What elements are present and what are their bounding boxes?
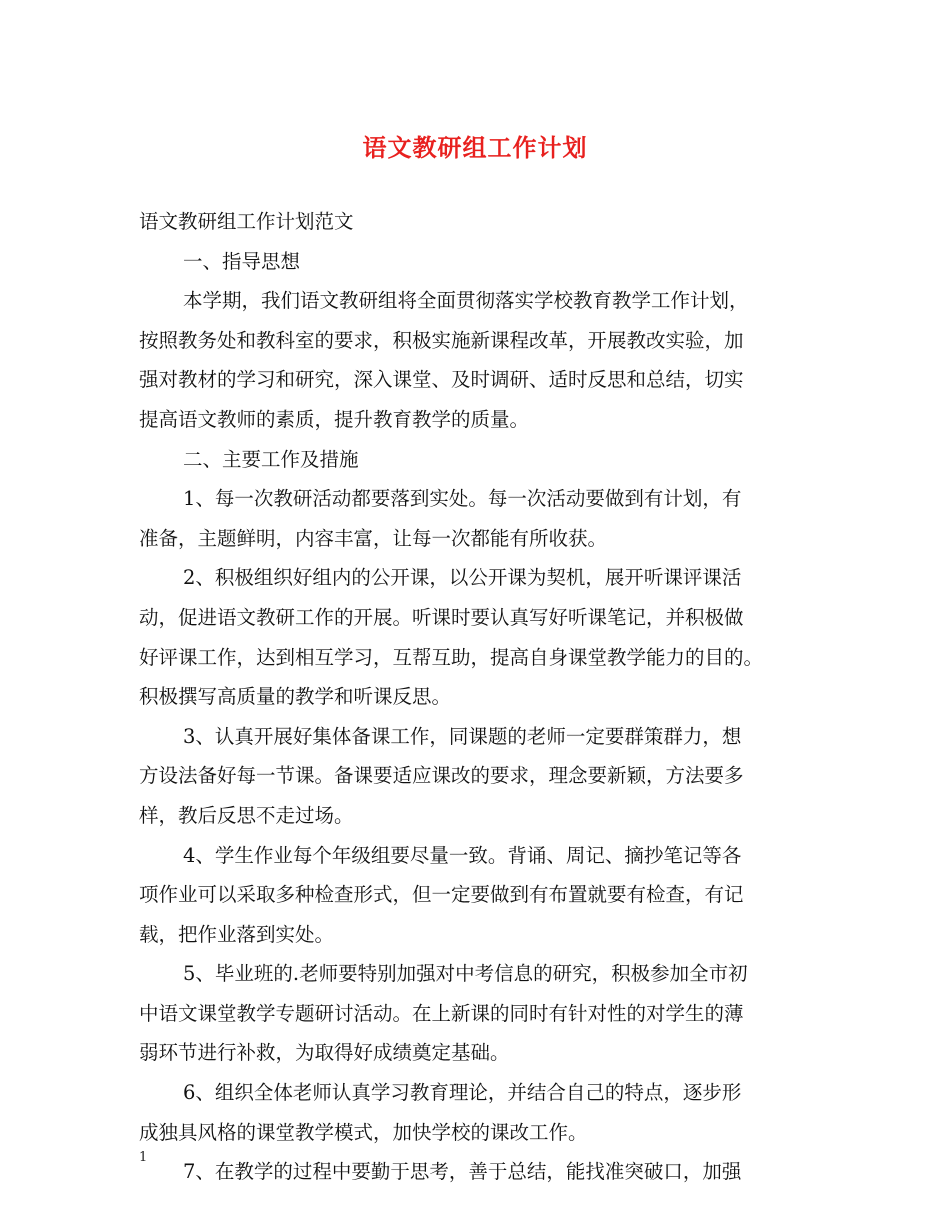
text-line: 强对教材的学习和研究，深入课堂、及时调研、适时反思和总结，切实 [139,368,744,392]
text-line: 5、毕业班的.老师要特别加强对中考信息的研究，积极参加全市初 [183,962,748,986]
text-line: 2、积极组织好组内的公开课，以公开课为契机，展开听课评课活 [183,566,742,590]
text-line: 准备，主题鲜明，内容丰富，让每一次都能有所收获。 [139,526,608,550]
text-line: 1、每一次教研活动都要落到实处。每一次活动要做到有计划，有 [183,487,742,511]
text-line: 样，教后反思不走过场。 [139,803,354,827]
text-line: 7、在教学的过程中要勤于思考，善于总结，能找准突破口，加强 [183,1160,742,1184]
text-line: 好评课工作，达到相互学习，互帮互助，提高自身课堂教学能力的目的。 [139,645,764,669]
text-line: 中语文课堂教学专题研讨活动。在上新课的同时有针对性的对学生的薄 [139,1001,744,1025]
text-line: 3、认真开展好集体备课工作，同课题的老师一定要群策群力，想 [183,724,742,748]
text-line: 成独具风格的课堂教学模式，加快学校的课改工作。 [139,1120,588,1144]
page-number: 1 [139,1150,148,1165]
text-line: 项作业可以采取多种检查形式，但一定要做到有布置就要有检查，有记 [139,883,744,907]
text-line: 提高语文教师的素质，提升教育教学的质量。 [139,407,530,431]
document-body [139,202,819,1192]
text-line: 二、主要工作及措施 [183,447,359,471]
text-line: 一、指导思想 [183,249,301,273]
text-line: 本学期，我们语文教研组将全面贯彻落实学校教育教学工作计划， [183,289,749,313]
text-line: 动，促进语文教研工作的开展。听课时要认真写好听课笔记，并积极做 [139,605,744,629]
text-line: 按照教务处和教科室的要求，积极实施新课程改革，开展教改实验，加 [139,328,744,352]
text-line: 积极撰写高质量的教学和听课反思。 [139,685,452,709]
text-line: 语文教研组工作计划范文 [139,210,354,233]
page-title: 语文教研组工作计划 [362,133,588,162]
text-line: 6、组织全体老师认真学习教育理论，并结合自己的特点，逐步形 [183,1081,742,1105]
text-line: 载，把作业落到实处。 [139,922,335,946]
text-line: 方设法备好每一节课。备课要适应课改的要求，理念要新颖，方法要多 [139,764,744,788]
text-line: 4、学生作业每个年级组要尽量一致。背诵、周记、摘抄笔记等各 [183,843,742,867]
text-line: 弱环节进行补救，为取得好成绩奠定基础。 [139,1041,510,1065]
